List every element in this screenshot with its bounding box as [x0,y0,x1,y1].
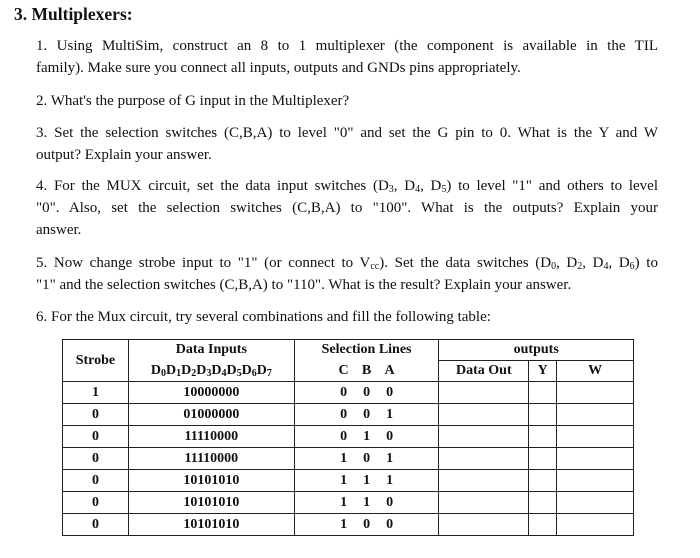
header-data-subscripts: $D_0D_1D_2D_3D_4D_5D_6D_7$ [128,361,294,382]
q1-line1: 1. Using MultiSim, construct an 8 to 1 multiplexer (the component is available in the TIL [36,38,658,54]
cell-cba: 0 0 0 [294,382,439,404]
question-4 [36,175,658,241]
cell-strobe: 1 [63,382,129,404]
cell-strobe: 0 [63,426,129,448]
cell-y[interactable] [529,382,557,404]
cell-w[interactable] [557,404,634,426]
question-5 [36,252,658,296]
cell-cba: 1 0 0 [294,514,439,536]
q5-line2: "1" and the selection switches (C,B,A) to "110". What is the result? Explain your answer. [36,277,572,293]
cell-data-out[interactable] [439,470,529,492]
cell-strobe: 0 [63,448,129,470]
cell-data: 10101010 [128,470,294,492]
cell-y[interactable] [529,470,557,492]
cell-y[interactable] [529,448,557,470]
header-selection-lines: Selection Lines [294,340,439,361]
cell-strobe: 0 [63,514,129,536]
table-row [63,448,634,470]
cell-cba: 0 0 1 [294,404,439,426]
table-row [63,404,634,426]
question-2 [36,90,658,112]
cell-y[interactable] [529,492,557,514]
cell-y[interactable] [529,404,557,426]
cell-w[interactable] [557,492,634,514]
q6-line1: 6. For the Mux circuit, try several combinations and fill the following table: [36,309,491,325]
cell-cba: 0 1 0 [294,426,439,448]
cell-data-out[interactable] [439,492,529,514]
table-row [63,514,634,536]
q3-line2: output? Explain your answer. [36,147,212,163]
header-cba: C B A [294,361,439,382]
table-row [63,426,634,448]
question-6 [36,306,658,328]
q1-line2: family). Make sure you connect all inputs, outputs and GNDs pins appropriately. [36,60,521,76]
cell-cba: 1 1 0 [294,492,439,514]
cell-data-out[interactable] [439,382,529,404]
q4-line3: answer. [36,222,82,238]
section-title: 3. Multiplexers: [14,4,133,24]
cell-data: 10000000 [128,382,294,404]
header-data-inputs: Data Inputs [128,340,294,361]
q3-line1: 3. Set the selection switches (C,B,A) to level "0" and set the G pin to 0. What is the Y and W [36,125,658,141]
cell-y[interactable] [529,514,557,536]
cell-data-out[interactable] [439,514,529,536]
cell-strobe: 0 [63,492,129,514]
question-3 [36,122,658,166]
q2-line1: 2. What's the purpose of G input in the Multiplexer? [36,93,350,109]
cell-cba: 1 0 1 [294,448,439,470]
cell-strobe: 0 [63,404,129,426]
header-data-out: Data Out [439,361,529,382]
cell-data: 10101010 [128,514,294,536]
cell-w[interactable] [557,448,634,470]
cell-data: 11110000 [128,448,294,470]
question-1 [36,35,658,79]
cell-data-out[interactable] [439,404,529,426]
header-y: Y [529,361,557,382]
cell-data-out[interactable] [439,448,529,470]
cell-w[interactable] [557,382,634,404]
cell-data: 10101010 [128,492,294,514]
mux-table [62,339,634,536]
cell-strobe: 0 [63,470,129,492]
cell-w[interactable] [557,426,634,448]
cell-y[interactable] [529,426,557,448]
cell-w[interactable] [557,470,634,492]
table-row [63,492,634,514]
header-outputs: outputs [439,340,634,361]
q4-line1: 4. For the MUX circuit, set the data input switches ($D_3$, $D_4$, $D_5$) to level "1" and others to level [36,178,658,195]
header-w: W [557,361,634,382]
cell-data: 01000000 [128,404,294,426]
table-row [63,470,634,492]
q4-line2: "0". Also, set the selection switches (C,B,A) to "100". What is the outputs? Explain your [36,200,658,216]
cell-w[interactable] [557,514,634,536]
cell-data-out[interactable] [439,426,529,448]
header-strobe: Strobe [63,340,129,382]
cell-data: 11110000 [128,426,294,448]
q5-line1: 5. Now change strobe input to "1" (or connect to $V_{cc}$). Set the data switches ($D_0$, $D_2$, $D_4$, $D_6$) to [36,255,658,272]
cell-cba: 1 1 1 [294,470,439,492]
table-row [63,382,634,404]
